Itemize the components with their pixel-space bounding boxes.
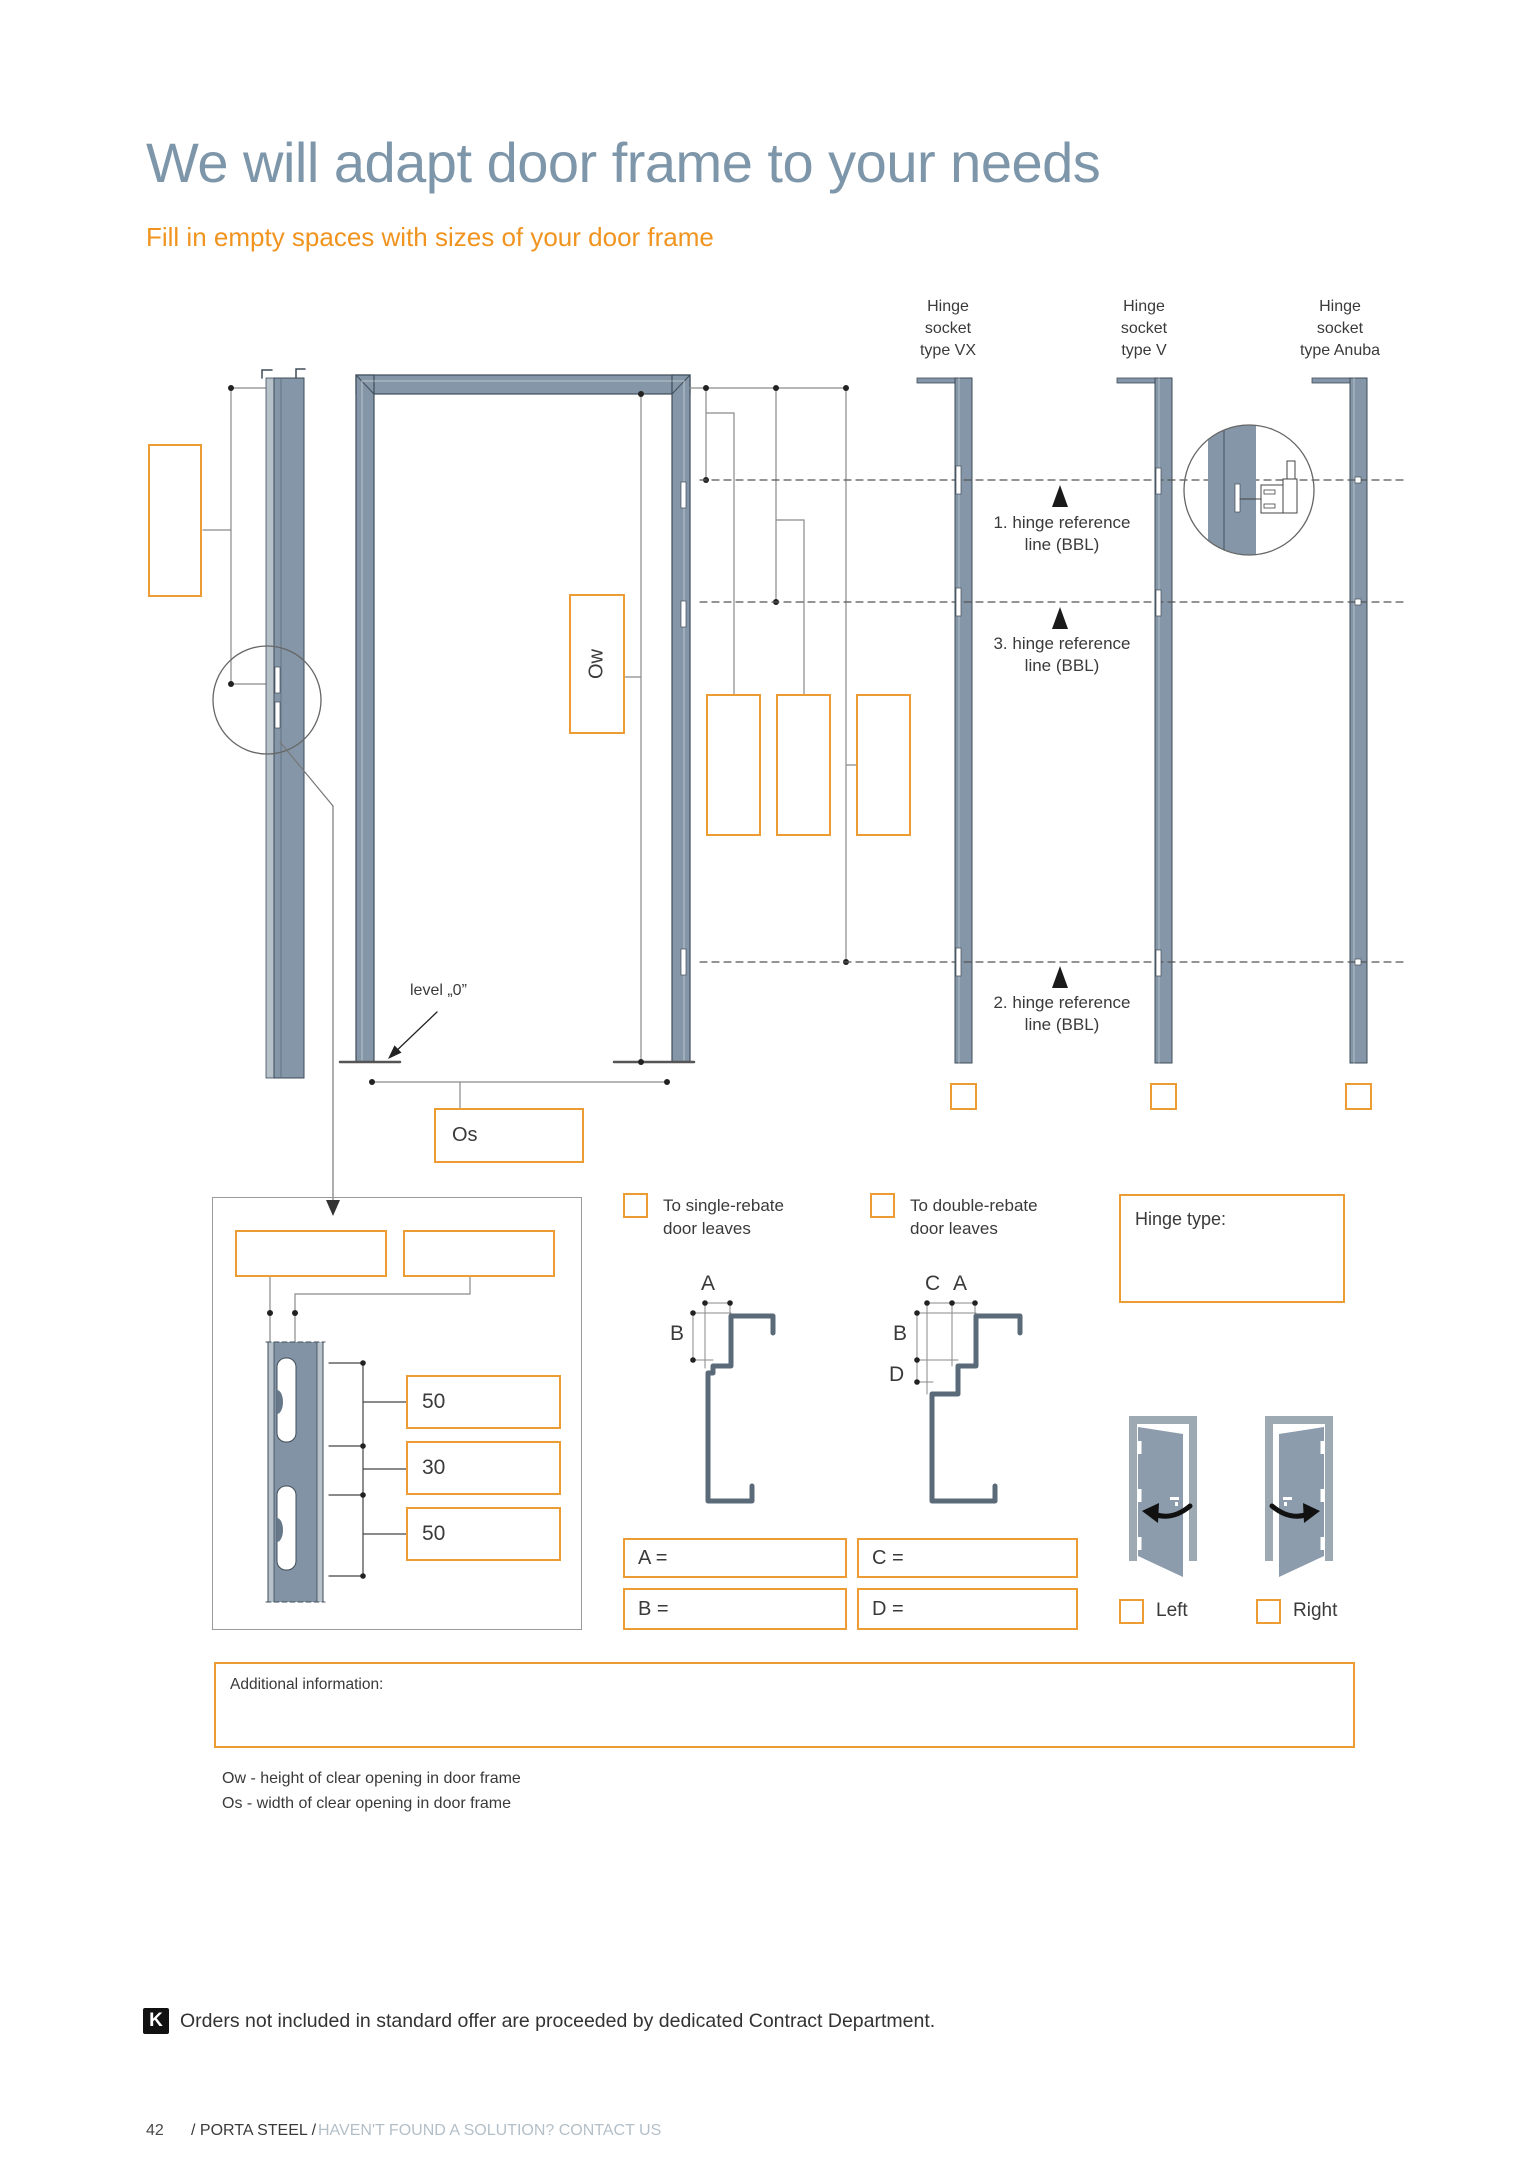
hinge1-distance-field[interactable] bbox=[706, 694, 761, 836]
right-swing-door-icon bbox=[1265, 1416, 1333, 1577]
single-rebate-label: To single-rebate door leaves bbox=[663, 1196, 784, 1238]
hinge-column-label-anuba: Hinge socket type Anuba bbox=[1299, 298, 1381, 359]
reference-arrow-2 bbox=[1052, 966, 1068, 988]
reference-arrow-3 bbox=[1052, 607, 1068, 629]
left-swing-label: Left bbox=[1156, 1600, 1188, 1621]
dim-b-single: B bbox=[670, 1322, 685, 1345]
page-subtitle: Fill in empty spaces with sizes of your door frame bbox=[146, 222, 714, 252]
hinge-column-label-v: Hinge socket type V bbox=[1120, 298, 1168, 359]
reference-arrow-1 bbox=[1052, 485, 1068, 507]
footer-contact-link[interactable]: HAVEN'T FOUND A SOLUTION? CONTACT US bbox=[318, 2122, 662, 2139]
reference-label-2: 2. hinge reference line (BBL) bbox=[993, 993, 1131, 1034]
checkbox-single-rebate[interactable] bbox=[623, 1193, 648, 1218]
checkbox-socket-anuba[interactable] bbox=[1345, 1083, 1372, 1110]
dim-a-double: A bbox=[953, 1272, 968, 1295]
ow-dimension bbox=[625, 394, 641, 1062]
os-dimension bbox=[372, 1082, 667, 1108]
double-rebate-profile bbox=[914, 1300, 1020, 1501]
level-zero-arrow bbox=[388, 1012, 437, 1059]
os-label: Os bbox=[452, 1124, 478, 1146]
additional-info-field[interactable] bbox=[214, 1662, 1355, 1748]
os-field[interactable] bbox=[434, 1108, 584, 1163]
left-swing-door-icon bbox=[1129, 1416, 1197, 1577]
single-rebate-profile bbox=[690, 1300, 773, 1501]
checkbox-socket-vx[interactable] bbox=[950, 1083, 977, 1110]
k-icon: K bbox=[143, 2008, 169, 2034]
dim-d-double: D bbox=[889, 1363, 905, 1386]
hinge-type-label: Hinge type: bbox=[1135, 1209, 1227, 1229]
reference-label-1: 1. hinge reference line (BBL) bbox=[993, 513, 1131, 554]
dim-a-single: A bbox=[701, 1272, 716, 1295]
checkbox-double-rebate[interactable] bbox=[870, 1193, 895, 1218]
right-swing-label: Right bbox=[1293, 1600, 1338, 1621]
field-c[interactable]: C = bbox=[857, 1538, 1078, 1578]
page-title: We will adapt door frame to your needs bbox=[146, 131, 1101, 194]
v-socket-magnifier bbox=[1184, 424, 1314, 556]
frame-side-profile bbox=[262, 369, 305, 1078]
hinge-dimension-chains bbox=[690, 388, 856, 962]
hinge-type-field[interactable] bbox=[1119, 1194, 1345, 1303]
ow-label: Ow bbox=[585, 649, 608, 679]
hinge-socket-profile-v bbox=[1117, 378, 1172, 1063]
detail-field-1[interactable] bbox=[235, 1230, 387, 1277]
detail-value-50a[interactable]: 50 bbox=[406, 1375, 561, 1429]
checkbox-right-swing[interactable] bbox=[1256, 1599, 1281, 1624]
door-frame-front bbox=[356, 375, 690, 1062]
dim-c-double: C bbox=[925, 1272, 941, 1295]
field-a[interactable]: A = bbox=[623, 1538, 847, 1578]
dim-b-double: B bbox=[893, 1322, 908, 1345]
reference-label-3: 3. hinge reference line (BBL) bbox=[993, 634, 1131, 675]
left-dimension-lines bbox=[203, 388, 274, 684]
checkbox-socket-v[interactable] bbox=[1150, 1083, 1177, 1110]
detail-field-2[interactable] bbox=[403, 1230, 555, 1277]
field-b[interactable]: B = bbox=[623, 1588, 847, 1630]
detail-value-50b[interactable]: 50 bbox=[406, 1507, 561, 1561]
frame-top-distance-field[interactable] bbox=[148, 444, 202, 597]
additional-info-label: Additional information: bbox=[230, 1676, 384, 1693]
field-d[interactable]: D = bbox=[857, 1588, 1078, 1630]
hinge3-distance-field[interactable] bbox=[776, 694, 831, 836]
checkbox-left-swing[interactable] bbox=[1119, 1599, 1144, 1624]
legend-os: Os - width of clear opening in door frame bbox=[222, 1795, 512, 1812]
double-rebate-label: To double-rebate door leaves bbox=[910, 1196, 1038, 1238]
contract-note: Orders not included in standard offer are proceeded by dedicated Contract Department. bbox=[180, 2010, 936, 2032]
hinge-socket-profile-vx bbox=[917, 378, 972, 1063]
hinge2-distance-field[interactable] bbox=[856, 694, 911, 836]
detail-value-30[interactable]: 30 bbox=[406, 1441, 561, 1495]
level-zero-label: level „0” bbox=[410, 982, 467, 999]
legend-ow: Ow - height of clear opening in door frame bbox=[222, 1770, 521, 1787]
ow-field[interactable] bbox=[569, 594, 625, 734]
footer-brand: / PORTA STEEL / bbox=[191, 2122, 317, 2139]
hinge-column-label-vx: Hinge socket type VX bbox=[919, 298, 977, 359]
page-number: 42 bbox=[146, 2122, 164, 2139]
